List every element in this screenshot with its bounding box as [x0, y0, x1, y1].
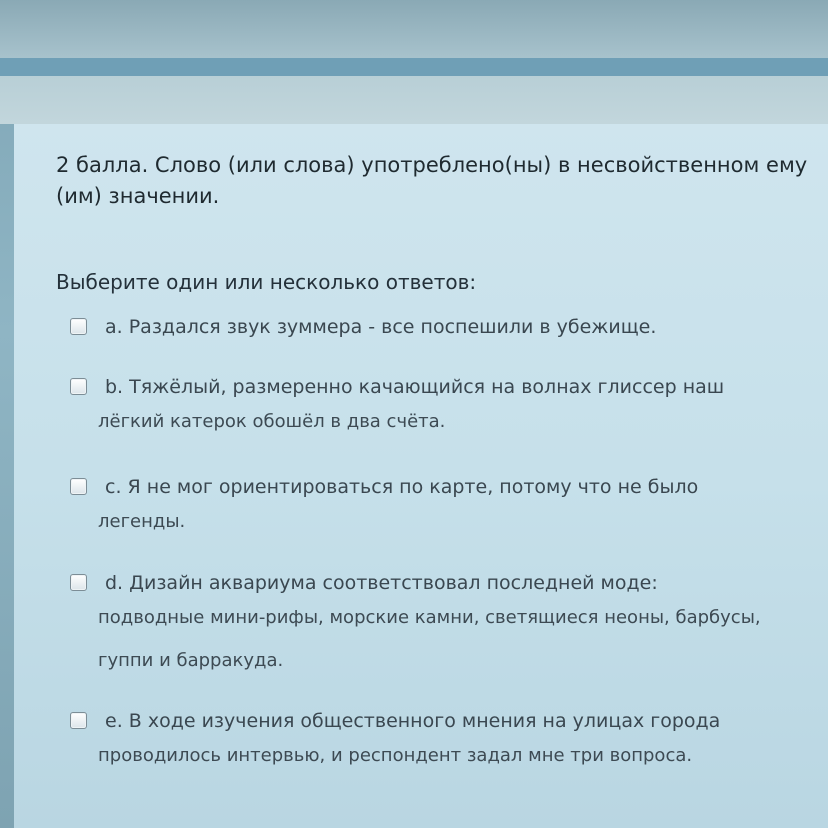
answer-option-b[interactable]: [70, 374, 810, 443]
checkbox-b[interactable]: [70, 378, 87, 395]
checkbox-d[interactable]: [70, 574, 87, 591]
checkbox-a[interactable]: [70, 318, 87, 335]
answer-d-rest: подводные мини-рифы, морские камни, светящиеся неоны, барбусы, гуппи и барракуда.: [98, 607, 761, 671]
answer-e-line1: e. В ходе изучения общественного мнения на улицах города: [105, 710, 721, 732]
answer-e-rest: проводилось интервью, и респондент задал мне три вопроса.: [98, 745, 693, 766]
answer-c-rest: легенды.: [98, 511, 186, 532]
top-strip: [0, 58, 828, 76]
answer-a-line1: a. Раздался звук зуммера - все поспешили в убежище.: [105, 316, 657, 338]
question-text: 2 балла. Слово (или слова) употреблено(ны) в несвойственном ему (им) значении.: [56, 153, 808, 208]
question-panel: [14, 124, 828, 828]
answer-d-line1: d. Дизайн аквариума соответствовал последней моде:: [105, 572, 658, 594]
answer-option-a[interactable]: [70, 314, 810, 340]
top-band: [0, 0, 828, 58]
answer-b-line1: b. Тяжёлый, размеренно качающийся на волнах глиссер наш: [105, 376, 725, 398]
checkbox-c[interactable]: [70, 478, 87, 495]
answer-option-c[interactable]: [70, 474, 810, 543]
gap-band: [0, 76, 828, 124]
checkbox-e[interactable]: [70, 712, 87, 729]
answer-option-d[interactable]: [70, 570, 810, 682]
answer-option-e[interactable]: [70, 708, 810, 777]
answer-c-line1: c. Я не мог ориентироваться по карте, потому что не было: [105, 476, 699, 498]
answer-prompt: Выберите один или несколько ответов:: [56, 270, 477, 294]
answer-b-rest: лёгкий катерок обошёл в два счёта.: [98, 411, 446, 432]
